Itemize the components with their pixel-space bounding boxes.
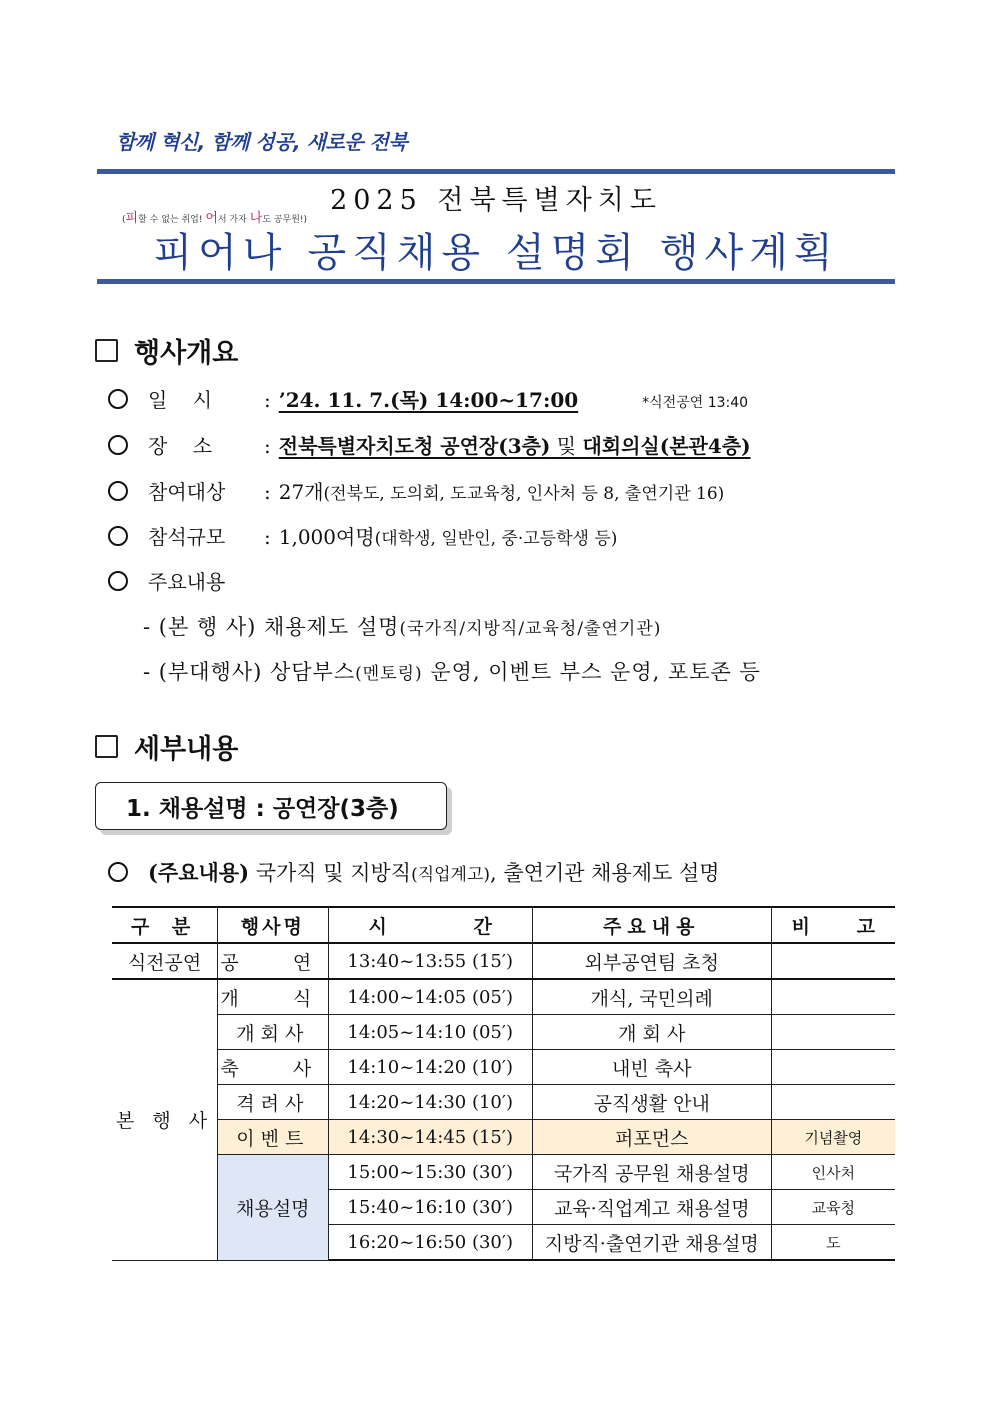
subsection-title: 1. 채용설명 : 공연장(3층)	[95, 782, 447, 830]
title-top-rule	[97, 169, 895, 174]
header-time: 시 간	[328, 907, 532, 943]
acrostic-tagline: (피할 수 없는 취업! 어서 가자 나도 공무원!)	[122, 211, 308, 226]
overview-date-item: 일 시 : ’24. 11. 7.(목) 14:00~17:00 *식전공연 13:40	[108, 384, 748, 413]
contents-main-event: - (본 행 사) 채용제도 설명(국가직/지방직/교육청/출연기관)	[143, 615, 662, 639]
slogan: 함께 혁신, 함께 성공, 새로운 전북	[116, 130, 408, 154]
overview-contents-item: 주요내용	[108, 566, 225, 595]
briefing-event-name: 채용설명	[218, 1155, 328, 1261]
table-header-row	[112, 907, 895, 943]
circle-bullet-icon	[108, 526, 128, 546]
main-title: 피어나 공직채용 설명회 행사계획	[153, 230, 839, 276]
table-row: 15:40~16:10 (30′) 교육·직업계고 채용설명 교육청	[112, 1190, 895, 1225]
contents-side-event: - (부대행사) 상담부스(멘토링) 운영, 이벤트 부스 운영, 포토존 등	[143, 660, 761, 684]
header-content: 주요내용	[532, 907, 771, 943]
details-main-content: (주요내용) 국가직 및 지방직 (직업계고) , 출연기관 채용제도 설명	[108, 857, 720, 887]
circle-bullet-icon	[108, 389, 128, 409]
circle-bullet-icon	[108, 862, 128, 882]
title-bottom-rule	[97, 279, 895, 284]
event-date: ’24. 11. 7.(목) 14:00~17:00	[278, 388, 579, 412]
circle-bullet-icon	[108, 571, 128, 591]
table-row: 이벤트 14:30~14:45 (15′) 퍼포먼스 기념촬영	[112, 1120, 895, 1155]
year-title: 2025 전북특별자치도	[330, 185, 662, 216]
main-event-category: 본 행 사	[112, 979, 218, 1260]
circle-bullet-icon	[108, 435, 128, 455]
header-note: 비 고	[771, 907, 895, 943]
overview-place-item: 장 소 : 전북특별자치도청 공연장(3층) 및 대회의실(본관4층)	[108, 430, 751, 459]
checkbox-square-icon	[95, 735, 118, 758]
table-row: 본 행 사 개 식 14:00~14:05 (05′) 개식, 국민의례	[112, 979, 895, 1015]
table-row: 채용설명 15:00~15:30 (30′) 국가직 공무원 채용설명 인사처	[112, 1155, 895, 1190]
header-event-name: 행사명	[218, 907, 328, 943]
checkbox-square-icon	[95, 339, 118, 362]
overview-scale-item: 참석규모 : 1,000여명 (대학생, 일반인, 중·고등학생 등)	[108, 521, 617, 550]
overview-participants-item: 참여대상 : 27개 (전북도, 도의회, 도교육청, 인사처 등 8, 출연기관 16)	[108, 476, 724, 505]
table-row: 16:20~16:50 (30′) 지방직·출연기관 채용설명 도	[112, 1225, 895, 1261]
details-heading: 세부내용	[95, 727, 238, 766]
table-row: 식전공연 공 연 13:40~13:55 (15′) 외부공연팀 초청	[112, 943, 895, 979]
pre-performance-note: *식전공연 13:40	[642, 395, 749, 411]
table-row: 격려사 14:20~14:30 (10′) 공직생활 안내	[112, 1085, 895, 1120]
header-category: 구 분	[112, 907, 218, 943]
circle-bullet-icon	[108, 481, 128, 501]
event-place: 전북특별자치도청 공연장(3층) 및 대회의실(본관4층)	[278, 434, 751, 458]
schedule-table	[112, 906, 895, 1261]
table-row: 개회사 14:05~14:10 (05′) 개 회 사	[112, 1015, 895, 1050]
overview-heading: 행사개요	[95, 331, 238, 370]
table-row: 축 사 14:10~14:20 (10′) 내빈 축사	[112, 1050, 895, 1085]
